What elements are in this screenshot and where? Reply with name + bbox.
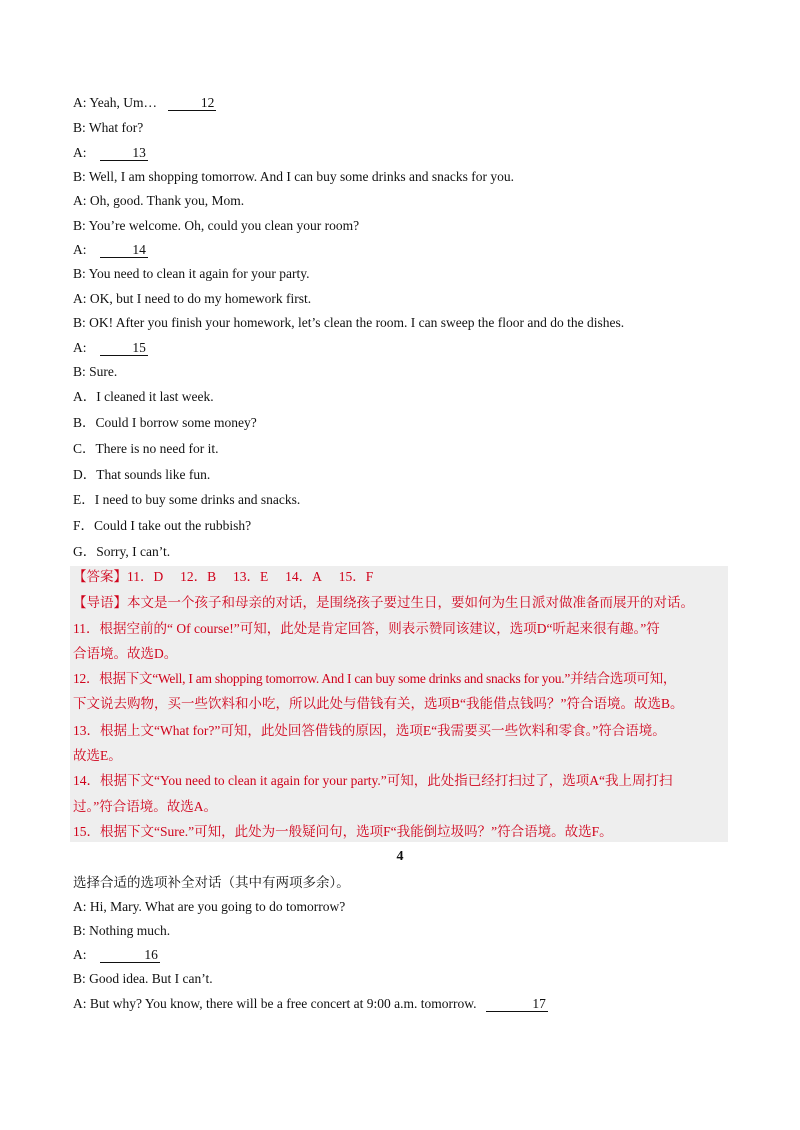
dialogue-line: B: What for? — [73, 120, 144, 135]
dialogue-line — [73, 339, 148, 357]
dialogue-line: B: OK! After you finish your homework, let’s clean the room. I can sweep the floor and do the dishes. — [73, 315, 625, 330]
explanation-12: 12．根据下文“Well, I am shopping tomorrow. And I can buy some drinks and snacks for you.”并结合选项可知， — [73, 671, 677, 686]
blank-16: 16 — [100, 947, 160, 963]
blank-15: 15 — [100, 340, 148, 356]
dialogue-line — [73, 995, 548, 1013]
option-d: D．That sounds like fun. — [73, 467, 211, 482]
explanation-13-cont: 故选E。 — [73, 748, 122, 763]
dialogue-line — [73, 241, 148, 259]
answer-key: 【答案】11．D 12．B 13．E 14．A 15．F — [73, 569, 374, 584]
dialogue-line: A: Oh, good. Thank you, Mom. — [73, 193, 245, 208]
explanation-11-cont: 合语境。故选D。 — [73, 646, 178, 661]
blank-17: 17 — [486, 996, 548, 1012]
blank-14: 14 — [100, 242, 148, 258]
dialogue-text: A: — [73, 947, 87, 962]
dialogue-line: B: Well, I am shopping tomorrow. And I can buy some drinks and snacks for you. — [73, 169, 514, 184]
option-b: B．Could I borrow some money? — [73, 415, 257, 430]
explanation-13: 13．根据上文“What for?”可知，此处回答借钱的原因，选项E“我需要买一些饮料和零食。”符合语境。 — [73, 723, 666, 738]
dialogue-line: B: Good idea. But I can’t. — [73, 971, 213, 986]
explanation-14-cont: 过。”符合语境。故选A。 — [73, 799, 217, 814]
blank-13: 13 — [100, 145, 148, 161]
option-f: F．Could I take out the rubbish? — [73, 518, 252, 533]
option-a: A．I cleaned it last week. — [73, 389, 214, 404]
blank-12: 12 — [168, 95, 216, 111]
dialogue-text: A: — [73, 145, 87, 160]
option-e: E．I need to buy some drinks and snacks. — [73, 492, 301, 507]
section-instruction: 选择合适的选项补全对话（其中有两项多余）。 — [73, 875, 350, 890]
dialogue-line: A: OK, but I need to do my homework first. — [73, 291, 312, 306]
explanation-15: 15．根据下文“Sure.”可知，此处为一般疑问句，选项F“我能倒垃圾吗？”符合语境。故选F。 — [73, 824, 613, 839]
dialogue-line: B: Nothing much. — [73, 923, 171, 938]
dialogue-line — [73, 946, 160, 964]
dialogue-line: B: Sure. — [73, 364, 118, 379]
explanation-11: 11．根据空前的“ Of course!”可知，此处是肯定回答，则表示赞同该建议，选项D“听起来很有趣。”符 — [73, 621, 660, 636]
dialogue-line — [73, 144, 148, 162]
explanation-12-cont: 下文说去购物，买一些饮料和小吃，所以此处与借钱有关，选项B“我能借点钱吗？”符合语境。故选B。 — [73, 696, 684, 711]
explanation-14: 14．根据下文“You need to clean it again for your party.”可知，此处指已经打扫过了，选项A“我上周打扫 — [73, 773, 673, 788]
dialogue-text: A: But why? You know, there will be a free concert at 9:00 a.m. tomorrow. — [73, 996, 477, 1011]
option-g: G．Sorry, I can’t. — [73, 544, 171, 559]
dialogue-text: A: — [73, 242, 87, 257]
guide-text: 【导语】本文是一个孩子和母亲的对话，是围绕孩子要过生日，要如何为生日派对做准备而展开的对话。 — [73, 595, 694, 610]
dialogue-line: B: You’re welcome. Oh, could you clean your room? — [73, 218, 360, 233]
dialogue-line: A: Hi, Mary. What are you going to do tomorrow? — [73, 899, 346, 914]
section-number: 4 — [396, 849, 404, 864]
option-c: C．There is no need for it. — [73, 441, 219, 456]
dialogue-text: A: Yeah, Um… — [73, 95, 158, 110]
dialogue-line — [73, 94, 216, 112]
dialogue-text: A: — [73, 340, 87, 355]
dialogue-line: B: You need to clean it again for your party. — [73, 266, 310, 281]
